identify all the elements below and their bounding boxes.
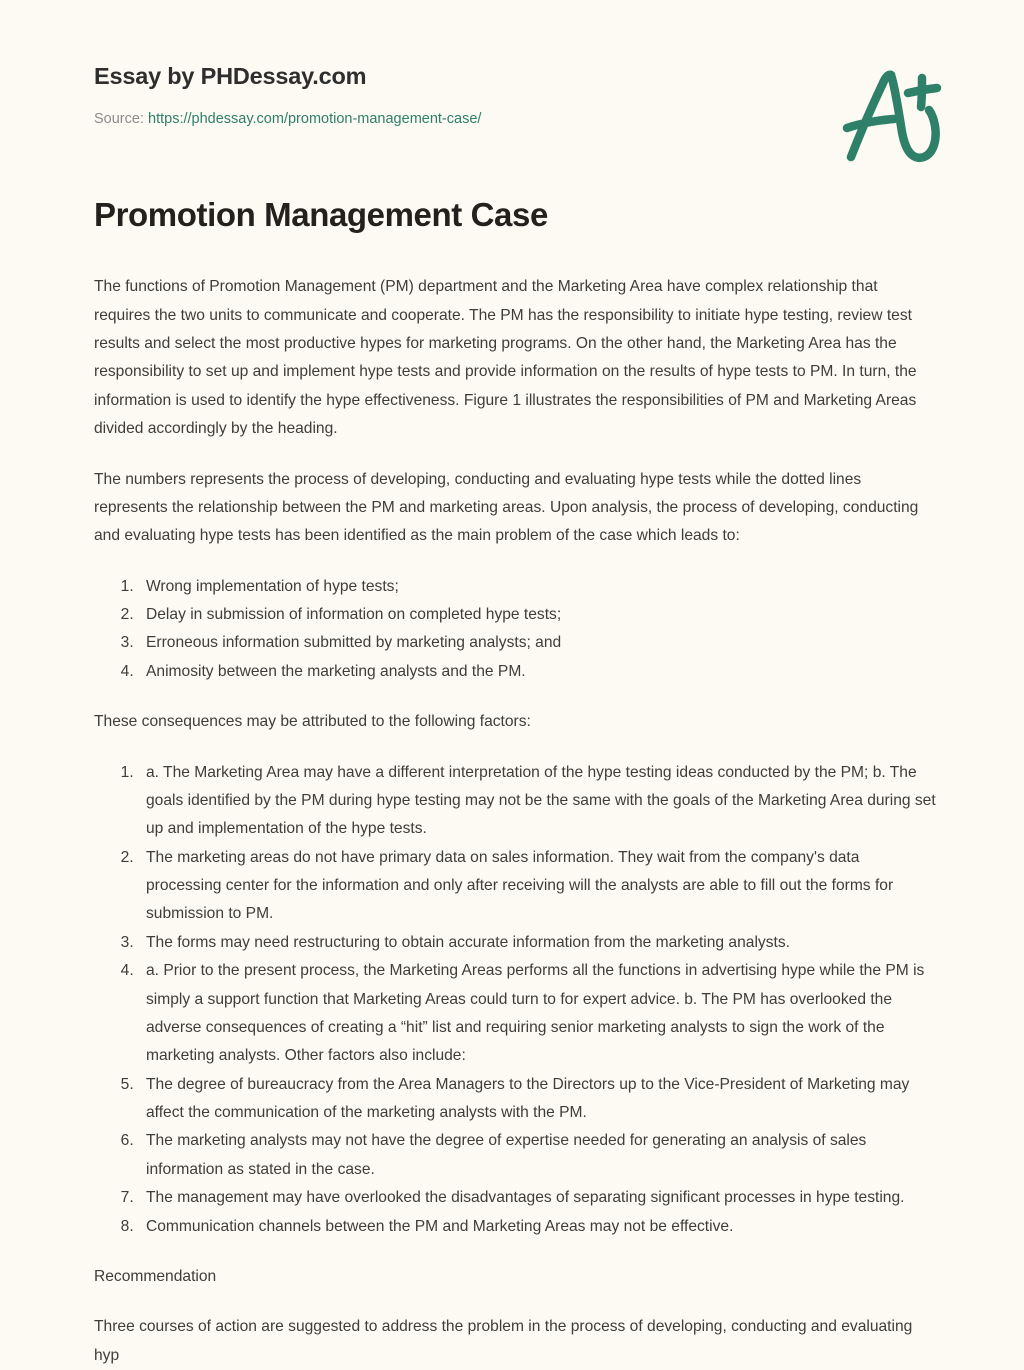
paragraph-factors-intro: These consequences may be attributed to the following factors:: [94, 713, 531, 731]
source-url-link[interactable]: https://phdessay.com/promotion-management-case/: [148, 111, 482, 128]
consequences-list: [94, 573, 938, 687]
brand-title: Essay by PHDessay.com: [94, 63, 367, 89]
list-item: 6. The marketing analysts may not have the degree of expertise needed for generating an analysis of sales information as stated in the case.: [138, 1127, 938, 1184]
list-item: 4. Animosity between the marketing analysts and the PM.: [138, 658, 938, 686]
list-item: 8. Communication channels between the PM and Marketing Areas may not be effective.: [138, 1213, 938, 1241]
source-label: Source:: [94, 111, 144, 128]
list-item: 2. Delay in submission of information on completed hype tests;: [138, 601, 938, 629]
list-item: 5. The degree of bureaucracy from the Area Managers to the Directors up to the Vice-President of Marketing may affect the communication of the marketing analysts with the PM.: [138, 1071, 938, 1128]
recommendation-heading: Recommendation: [94, 1267, 217, 1285]
document-header: [0, 0, 1024, 129]
list-item: 3. The forms may need restructuring to obtain accurate information from the marketing analysts.: [138, 929, 938, 957]
factors-list: [94, 759, 938, 1241]
recommendation-paragraph: Three courses of action are suggested to address the problem in the process of developing, conducting and evaluating hyp: [94, 1318, 913, 1364]
page-title: Promotion Management Case: [94, 196, 548, 234]
list-item: 2. The marketing areas do not have primary data on sales information. They wait from the company's data processing center for the information and only after receiving will the analysts are able to fill out the forms for submission to PM.: [138, 844, 938, 929]
document-body: [94, 235, 938, 1370]
list-item: 3. Erroneous information submitted by marketing analysts; and: [138, 629, 938, 657]
aplus-logo-icon: [830, 62, 952, 166]
list-item: 4. a. Prior to the present process, the Marketing Areas performs all the functions in advertising hype while the PM is simply a support function that Marketing Areas could turn to for expert advice. b. The PM has overlooked the adverse consequences of creating a “hit” list and requiring senior marketing analysts to sign the work of the marketing analysts. Other factors also include:: [138, 957, 938, 1071]
list-item: 1. a. The Marketing Area may have a different interpretation of the hype testing ideas conducted by the PM; b. The goals identified by the PM during hype testing may not be the same with the goals of the Marketing Area during set up and implementation of the hype tests.: [138, 759, 938, 844]
paragraph-intro: The functions of Promotion Management (PM) department and the Marketing Area have complex relationship that requires the two units to communicate and cooperate. The PM has the responsibility to initiate hype testing, review test results and select the most productive hypes for marketing programs. On the other hand, the Marketing Area has the responsibility to set up and implement hype tests and provide information on the results of hype tests to PM. In turn, the information is used to identify the hype effectiveness. Figure 1 illustrates the responsibilities of PM and Marketing Areas divided accordingly by the heading.: [94, 278, 917, 438]
paragraph-problem: The numbers represents the process of developing, conducting and evaluating hype tests while the dotted lines represents the relationship between the PM and marketing areas. Upon analysis, the process of developing, conducting and evaluating hype tests has been identified as the main problem of the case which leads to:: [94, 470, 919, 545]
list-item: 7. The management may have overlooked the disadvantages of separating significant processes in hype testing.: [138, 1184, 938, 1212]
list-item: 1. Wrong implementation of hype tests;: [138, 573, 938, 601]
